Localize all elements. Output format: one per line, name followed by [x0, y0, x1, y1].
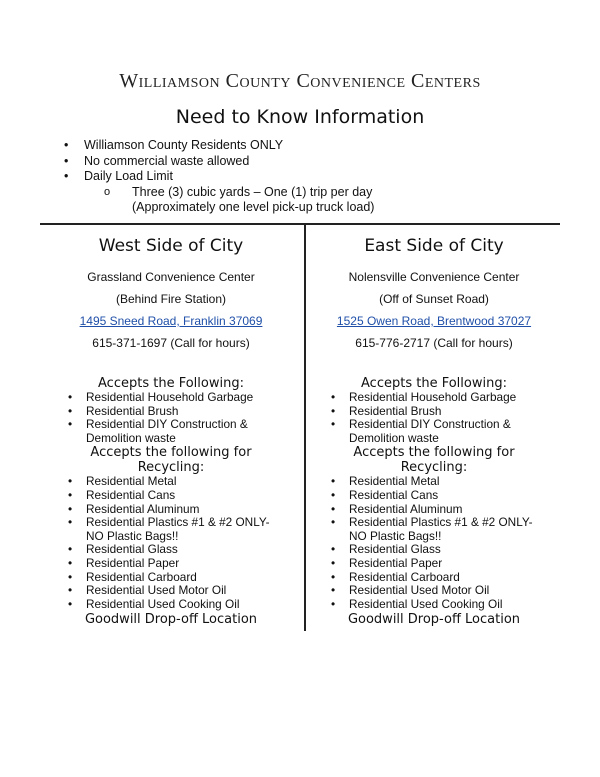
west-phone: 615-371-1697 (Call for hours) [92, 336, 250, 350]
list-item: • Residential Paper [305, 557, 563, 571]
list-item: • Residential Glass [42, 543, 300, 557]
list-item: NO Plastic Bags!! [349, 528, 442, 543]
list-item: • Residential Plastics #1 & #2 ONLY- [42, 516, 300, 530]
east-phone: 615-776-2717 (Call for hours) [355, 336, 513, 350]
list-item: • Residential Carboard [42, 571, 300, 585]
list-item: • Residential Aluminum [42, 503, 300, 517]
list-item: • Residential Used Motor Oil [42, 584, 300, 598]
list-item: Demolition waste [349, 430, 439, 445]
west-heading: West Side of City [98, 236, 244, 256]
list-item: • Residential Used Cooking Oil [305, 598, 563, 612]
list-item: • Residential Cans [42, 489, 300, 503]
list-item: NO Plastic Bags!! [86, 528, 179, 543]
list-item: • Residential Cans [305, 489, 563, 503]
list-item: • Residential Brush [42, 405, 300, 419]
intro-sub-item [60, 185, 374, 201]
east-recycling-title-line1: Accepts the following for [353, 445, 515, 461]
east-recycling-title-line2: Recycling: [400, 460, 468, 476]
west-recycling-list [42, 475, 300, 611]
list-item: • Residential Used Cooking Oil [42, 598, 300, 612]
list-item: Demolition waste [86, 430, 176, 445]
list-item: • Residential Plastics #1 & #2 ONLY- [305, 516, 563, 530]
west-accepts-title: Accepts the Following: [98, 376, 244, 391]
east-accepts-title: Accepts the Following: [361, 376, 507, 391]
west-address-link[interactable]: 1495 Sneed Road, Franklin 37069 [79, 314, 263, 328]
list-item: • Residential Aluminum [305, 503, 563, 517]
intro-item: • Daily Load Limit [60, 169, 374, 185]
list-item: • Residential DIY Construction & [305, 418, 563, 432]
intro-sub-text: Three (3) cubic yards – One (1) trip per day [132, 184, 373, 199]
list-item: • Residential Glass [305, 543, 563, 557]
west-info [42, 266, 300, 354]
east-info [305, 266, 563, 354]
horizontal-divider [40, 223, 560, 225]
page-title: Williamson County Convenience Centers [119, 70, 481, 92]
east-accepts-list [305, 391, 563, 445]
east-address-link[interactable]: 1525 Owen Road, Brentwood 37027 [336, 314, 532, 328]
list-item: • Residential Used Motor Oil [305, 584, 563, 598]
intro-item: • Williamson County Residents ONLY [60, 138, 374, 154]
list-item: • Residential Metal [305, 475, 563, 489]
intro-item: • No commercial waste allowed [60, 154, 374, 170]
west-column [42, 236, 300, 627]
east-goodwill: Goodwill Drop-off Location [347, 612, 521, 628]
west-landmark: (Behind Fire Station) [115, 292, 227, 306]
list-item: • Residential Brush [305, 405, 563, 419]
list-item: • Residential DIY Construction & [42, 418, 300, 432]
east-landmark: (Off of Sunset Road) [379, 292, 489, 306]
intro-sub-item-continued: (Approximately one level pick-up truck load) [132, 200, 375, 214]
list-item: • Residential Household Garbage [42, 391, 300, 405]
west-accepts-list [42, 391, 300, 445]
list-item: • Residential Metal [42, 475, 300, 489]
west-recycling-title-line2: Recycling: [137, 460, 205, 476]
east-recycling-list [305, 475, 563, 611]
intro-list [60, 138, 374, 216]
list-item: • Residential Paper [42, 557, 300, 571]
east-center-name: Nolensville Convenience Center [348, 270, 520, 284]
list-item: • Residential Carboard [305, 571, 563, 585]
west-center-name: Grassland Convenience Center [87, 270, 255, 284]
west-goodwill: Goodwill Drop-off Location [84, 612, 258, 628]
east-column [305, 236, 563, 627]
circle-bullet-icon: o [104, 185, 111, 198]
page-subtitle: Need to Know Information [175, 106, 425, 128]
west-recycling-title-line1: Accepts the following for [90, 445, 252, 461]
east-heading: East Side of City [364, 236, 504, 256]
list-item: • Residential Household Garbage [305, 391, 563, 405]
